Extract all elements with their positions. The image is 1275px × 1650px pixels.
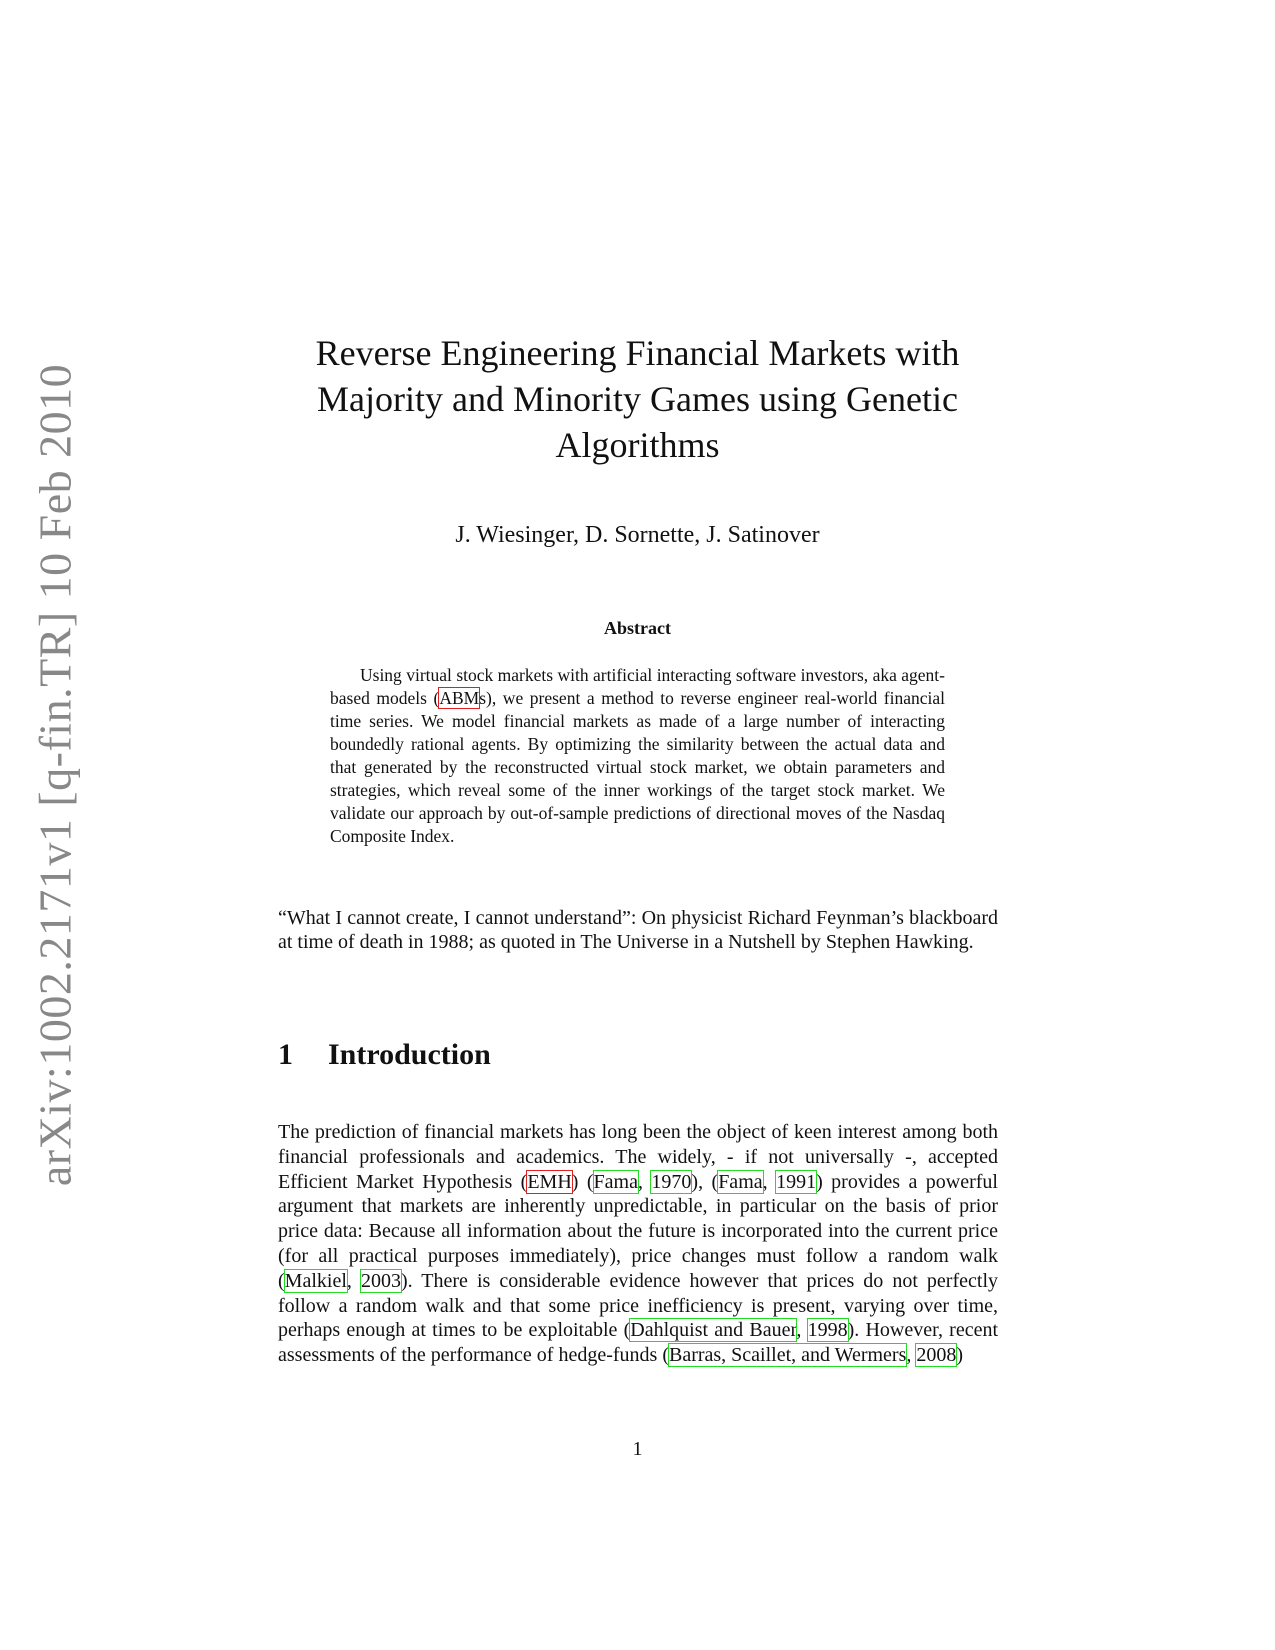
paper-title [280,330,995,468]
intro-text: ) ( [571,1170,594,1193]
citation-link-fama-name-2[interactable]: Fama [718,1170,763,1193]
page-number: 1 [632,1438,643,1460]
citation-link-barras-name[interactable]: Barras, Scaillet, and Wermers [668,1344,907,1367]
intro-text: ), ( [691,1170,719,1193]
intro-text: , [796,1319,808,1342]
section-heading-introduction [278,1038,998,1072]
citation-link-malkiel-name[interactable]: Malkiel [284,1269,347,1292]
intro-text: ). There is considerable evidence however that prices do not perfectly follow a random walk and that some price inefficiency is present, varying over time, perhaps enough at times to be exploitable ( [278,1269,998,1342]
acronym-link-emh[interactable]: EMH [527,1170,572,1193]
intro-text: , [906,1344,917,1367]
citation-link-barras-2008[interactable]: 2008 [916,1344,957,1367]
intro-text: ). However, recent assessments of the performance of hedge-funds ( [278,1319,998,1367]
intro-text: , [762,1170,777,1193]
section-number: 1 [278,1038,293,1071]
abstract-text-part-1: Using virtual stock markets with artificial interacting software investors, aka agent-based models ( [330,665,945,708]
abstract-body [330,664,945,848]
citation-link-dahlquist-bauer-name[interactable]: Dahlquist and Bauer [630,1319,797,1342]
citation-link-fama-1970[interactable]: 1970 [651,1170,692,1193]
acronym-link-abm[interactable]: ABM [439,688,480,708]
abstract-heading: Abstract [604,618,671,638]
section-title: Introduction [328,1038,491,1071]
title-line-2: Majority and Minority Games using Genetic [317,379,958,419]
intro-text: ) [956,1344,964,1367]
citation-link-fama-1991[interactable]: 1991 [776,1170,817,1193]
epigraph-quote: “What I cannot create, I cannot understand”: On physicist Richard Feynman’s blackboard at time of death in 1988; as quoted in The Universe in a Nutshell by Stephen Hawking. [278,907,998,953]
author-list: J. Wiesinger, D. Sornette, J. Satinover [455,522,820,548]
intro-text: , [637,1170,652,1193]
title-line-1: Reverse Engineering Financial Markets with [315,333,960,373]
intro-text: , [346,1269,361,1292]
abstract-text-part-2: s), we present a method to reverse engineer real-world financial time series. We model financial markets as made of a large number of interacting boundedly rational agents. By optimizing the similarity between the actual data and that generated by the reconstructed virtual stock market, we obtain parameters and strategies, which reveal some of the inner workings of the target stock market. We validate our approach by out-of-sample predictions of directional moves of the Nasdaq Composite Index. [330,688,945,846]
citation-link-dahlquist-bauer-1998[interactable]: 1998 [807,1319,848,1342]
intro-text: ) provides a powerful argument that markets are inherently unpredictable, in particular on the basis of prior price data: Because all information about the future is incorporated into the current price (for all practical purposes immediately), price changes must follow a random walk ( [278,1170,998,1292]
arxiv-identifier-stamp: arXiv:1002.2171v1 [q-fin.TR] 10 Feb 2010 [29,363,81,1187]
title-line-3: Algorithms [555,425,720,465]
citation-link-malkiel-2003[interactable]: 2003 [360,1269,401,1292]
introduction-paragraph [278,1120,998,1368]
intro-text: The prediction of financial markets has long been the object of keen interest among both financial professionals and academics. The widely, - if not universally -, accepted Efficient Market Hypothesis ( [278,1121,998,1193]
citation-link-fama-name[interactable]: Fama [593,1170,638,1193]
